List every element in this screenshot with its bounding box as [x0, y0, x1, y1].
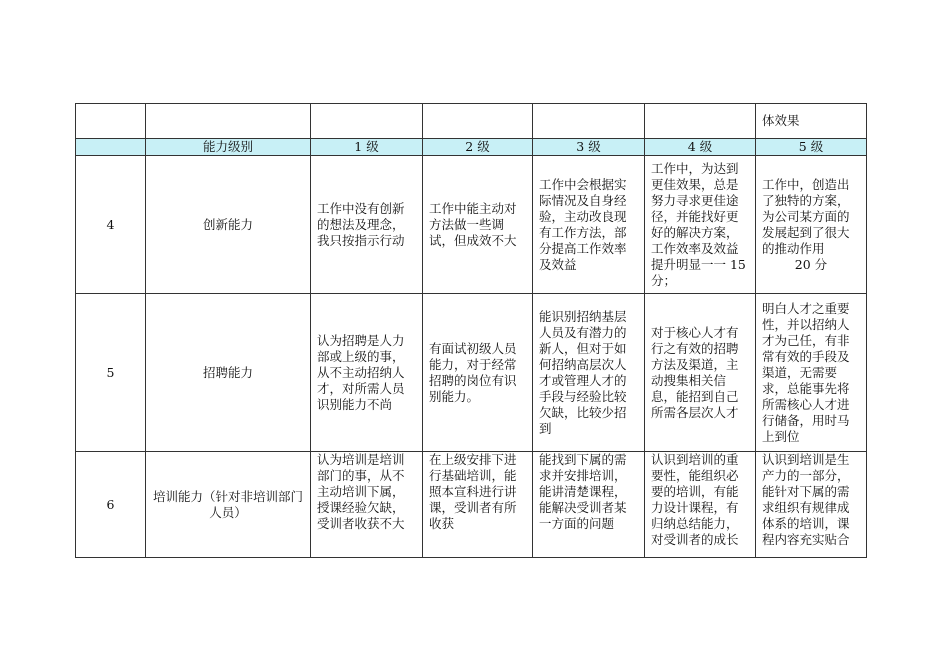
level-5-score: 20 分: [794, 256, 828, 272]
header-level-3: 3 级: [533, 139, 645, 156]
level-2-text: 在上级安排下进行基础培训，能照本宣科进行讲课，受训者有所收获: [429, 452, 517, 531]
table-cell: [311, 104, 423, 139]
table-cell: [76, 104, 146, 139]
ability-grade-table: [75, 103, 867, 558]
header-level-1: 1 级: [311, 139, 423, 156]
table-cell: [645, 104, 756, 139]
level-5-text: 认识到培训是生产力的一部分，能针对下属的需求组织有规律成体系的培训，课程内容充实贴合: [762, 452, 850, 547]
header-level-2: 2 级: [423, 139, 533, 156]
row-number: 5: [76, 294, 146, 452]
header-level-4: 4 级: [645, 139, 756, 156]
level-4-desc: [645, 452, 756, 558]
level-1-desc: 工作中没有创新的想法及理念，我只按指示行动: [311, 156, 423, 294]
row-number: 6: [76, 452, 146, 558]
table-cell: [146, 104, 311, 139]
table-cell: [533, 104, 645, 139]
table-row: [76, 156, 867, 294]
level-3-desc: [533, 452, 645, 558]
table-row-continued: [76, 104, 867, 139]
level-2-desc: 有面试初级人员能力，对于经常招聘的岗位有识别能力。: [423, 294, 533, 452]
continued-level5-text: 体效果: [756, 104, 867, 139]
level-5-desc: 明白人才之重要性，并以招纳人才为己任，有非常有效的手段及渠道，无需要求，总能事先将所需核心人才进行储备，用时马上到位: [756, 294, 867, 452]
level-1-desc: [311, 452, 423, 558]
level-5-desc: [756, 452, 867, 558]
level-5-desc: 工作中，创造出了独特的方案，为公司某方面的发展起到了很大的推动作用: [762, 176, 850, 256]
level-1-text: 认为培训是培训部门的事，从不主动培训下属，授课经验欠缺，受训者收获不大: [317, 452, 405, 531]
row-number: 4: [76, 156, 146, 294]
ability-name: 创新能力: [146, 156, 311, 294]
ability-name: 招聘能力: [146, 294, 311, 452]
header-cell-blank: [76, 139, 146, 156]
level-4-text: 认识到培训的重要性，能组织必要的培训，有能力设计课程，有归纳总结能力，对受训者的成长: [651, 452, 739, 547]
level-4-desc: 工作中，为达到更佳效果，总是努力寻求更佳途径，并能找好更好的解决方案，工作效率及效益提升明显一一 15 分；: [645, 156, 756, 294]
level-2-desc: 工作中能主动对方法做一些调试，但成效不大: [423, 156, 533, 294]
level-3-desc: 能识别招纳基层人员及有潜力的新人，但对于如何招纳高层次人才或管理人才的手段与经验比较欠缺，比较少招到: [533, 294, 645, 452]
ability-name: 培训能力（针对非培训部门人员）: [146, 452, 311, 558]
level-3-desc: 工作中会根据实际情况及自身经验，主动改良现有工作方法，部分提高工作效率及效益: [533, 156, 645, 294]
header-ability-level: 能力级别: [146, 139, 311, 156]
table-row: [76, 452, 867, 558]
level-1-desc: 认为招聘是人力部或上级的事，从不主动招纳人才，对所需人员识别能力不尚: [311, 294, 423, 452]
table-row: [76, 294, 867, 452]
table-cell: [423, 104, 533, 139]
level-3-text: 能找到下属的需求并安排培训，能讲清楚课程，能解决受训者某一方面的问题: [539, 452, 627, 531]
level-2-desc: [423, 452, 533, 558]
level-5-cell: [756, 156, 867, 294]
level-4-desc: 对于核心人才有行之有效的招聘方法及渠道，主动搜集相关信息，能招到自己所需各层次人才: [645, 294, 756, 452]
header-level-5: 5 级: [756, 139, 867, 156]
table-header-row: [76, 139, 867, 156]
